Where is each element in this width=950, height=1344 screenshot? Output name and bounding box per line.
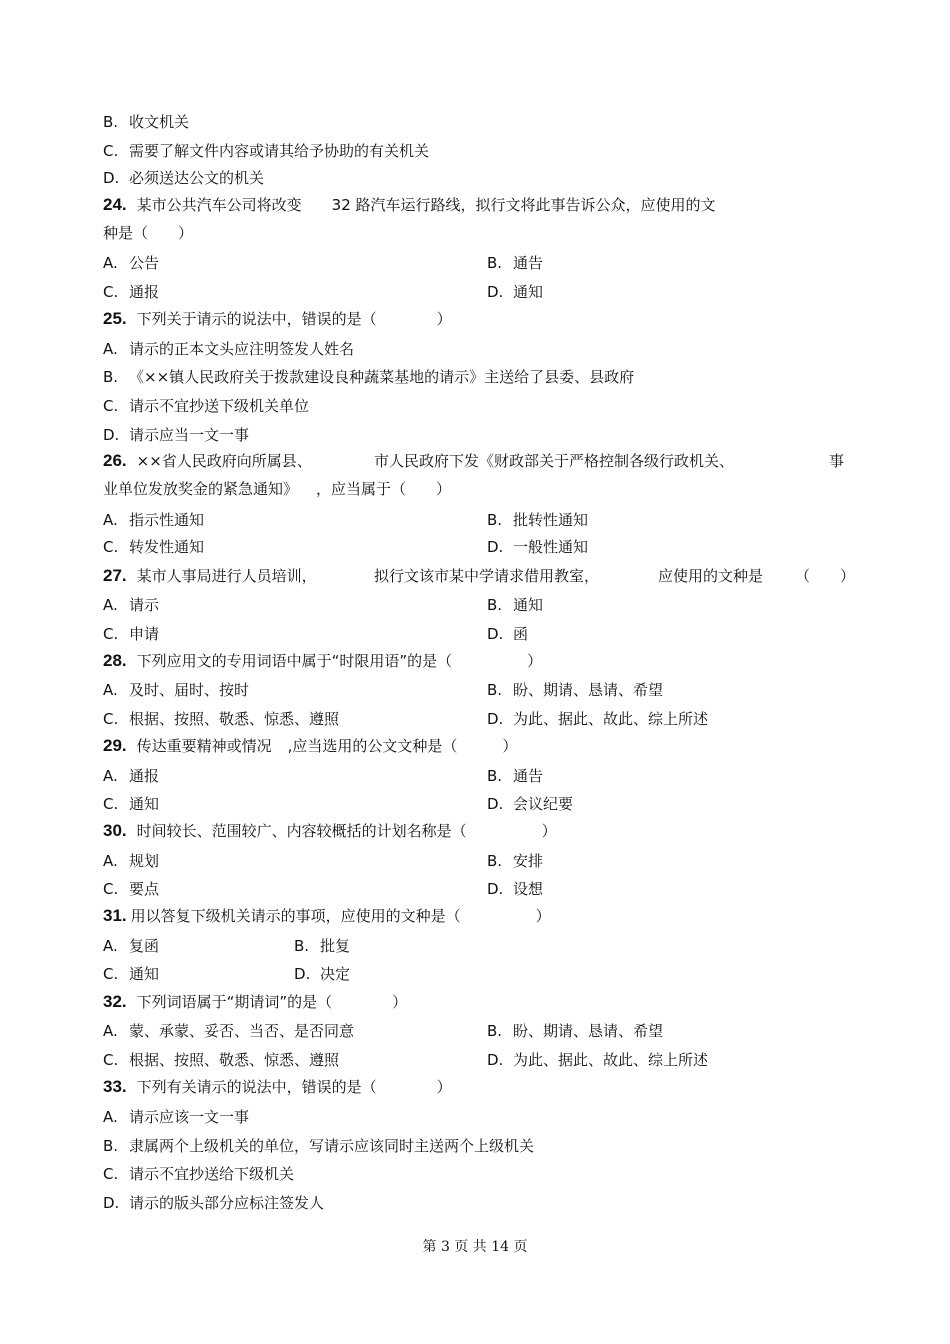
option-label: C. xyxy=(103,880,119,898)
option-text: 通知 xyxy=(129,795,160,813)
option-line xyxy=(103,112,189,132)
stem-text: 某市公共汽车公司将改变 xyxy=(136,196,302,214)
option-line xyxy=(103,396,309,416)
option-label: C. xyxy=(103,538,119,556)
stem-text: ××省人民政府向所属县、 xyxy=(136,452,312,470)
option-text: 通知 xyxy=(129,965,160,983)
option-text: 会议纪要 xyxy=(513,795,574,813)
option-label: C. xyxy=(103,1165,119,1183)
option-line xyxy=(294,964,350,984)
stem-text: 用以答复下级机关请示的事项，应使用的文种是（ ） xyxy=(130,907,551,925)
option-label: A. xyxy=(103,340,118,358)
stem-text: 下列关于请示的说法中，错误的是（ ） xyxy=(136,310,452,328)
question-26-stem-segment: 市人民政府下发《财政部关于严格控制各级行政机关、 xyxy=(374,452,735,470)
option-line xyxy=(103,624,159,644)
option-text: 为此、据此、故此、综上所述 xyxy=(513,1051,709,1069)
option-line xyxy=(487,680,663,700)
option-label: D. xyxy=(487,283,504,301)
option-line xyxy=(487,851,543,871)
option-line xyxy=(487,1021,663,1041)
option-text: 通报 xyxy=(129,283,160,301)
option-text: 通告 xyxy=(513,767,544,785)
option-text: 申请 xyxy=(129,625,160,643)
option-line xyxy=(487,595,543,615)
option-label: C. xyxy=(103,795,119,813)
question-number: 33. xyxy=(103,1077,127,1096)
question-27-stem xyxy=(103,566,317,586)
option-line xyxy=(103,680,249,700)
option-line xyxy=(103,766,159,786)
option-text: 转发性通知 xyxy=(129,538,205,556)
question-31-stem xyxy=(103,906,551,926)
option-line xyxy=(103,282,159,302)
page-footer: 第 3 页 共 14 页 xyxy=(422,1239,528,1255)
question-25-stem xyxy=(103,309,452,329)
option-text: 必须送达公文的机关 xyxy=(129,169,265,187)
question-number: 24. xyxy=(103,195,127,214)
option-text: 请示的正本文头应注明签发人姓名 xyxy=(129,340,355,358)
option-text: 要点 xyxy=(129,880,160,898)
question-27-stem-segment: （ ） xyxy=(795,567,856,585)
option-line xyxy=(103,1107,249,1127)
option-label: D. xyxy=(103,1194,120,1212)
option-label: B. xyxy=(487,254,503,272)
option-label: A. xyxy=(103,852,118,870)
option-line xyxy=(103,595,159,615)
option-label: B. xyxy=(487,511,503,529)
option-line xyxy=(103,367,634,387)
option-line xyxy=(487,766,543,786)
option-text: 及时、届时、按时 xyxy=(129,681,250,699)
option-label: C. xyxy=(103,283,119,301)
question-number: 32. xyxy=(103,992,127,1011)
option-text: 隶属两个上级机关的单位，写请示应该同时主送两个上级机关 xyxy=(129,1137,535,1155)
option-text: 请示不宜抄送下级机关单位 xyxy=(129,397,310,415)
question-30-stem xyxy=(103,821,557,841)
question-number: 28. xyxy=(103,651,127,670)
option-text: 安排 xyxy=(513,852,544,870)
question-33-stem xyxy=(103,1077,452,1097)
stem-text: 某市人事局进行人员培训， xyxy=(136,567,317,585)
option-line xyxy=(487,510,588,530)
option-line xyxy=(103,1050,339,1070)
option-text: 复函 xyxy=(129,937,160,955)
option-text: 盼、期请、恳请、希望 xyxy=(513,681,664,699)
option-text: 公告 xyxy=(129,254,160,272)
option-line xyxy=(487,1050,708,1070)
option-text: 收文机关 xyxy=(129,113,190,131)
option-line xyxy=(487,794,573,814)
option-label: B. xyxy=(103,368,119,386)
option-line xyxy=(103,1021,354,1041)
option-text: 函 xyxy=(513,625,529,643)
question-24-stem-continued: 种是（ ） xyxy=(103,224,194,242)
option-line xyxy=(487,537,588,557)
option-label: C. xyxy=(103,1051,119,1069)
option-text: 《××镇人民政府关于拨款建设良种蔬菜基地的请示》主送给了县委、县政府 xyxy=(129,368,635,386)
option-label: C. xyxy=(103,142,119,160)
option-text: 设想 xyxy=(513,880,544,898)
option-line xyxy=(103,936,159,956)
option-line xyxy=(103,964,159,984)
option-line xyxy=(103,425,249,445)
option-label: B. xyxy=(487,767,503,785)
question-number: 30. xyxy=(103,821,127,840)
option-label: B. xyxy=(487,852,503,870)
option-label: D. xyxy=(103,426,120,444)
option-line xyxy=(103,794,159,814)
stem-text: 下列词语属于“期请词”的是（ ） xyxy=(136,993,408,1011)
question-32-stem xyxy=(103,992,407,1012)
option-line xyxy=(487,282,543,302)
option-label: A. xyxy=(103,1108,118,1126)
option-line xyxy=(103,709,339,729)
option-label: B. xyxy=(487,681,503,699)
question-28-stem xyxy=(103,651,542,671)
question-number: 26. xyxy=(103,451,127,470)
option-text: 蒙、承蒙、妥否、当否、是否同意 xyxy=(129,1022,355,1040)
option-label: B. xyxy=(487,1022,503,1040)
stem-text: ,应当选用的公文文种是（ ） xyxy=(287,737,518,755)
option-text: 规划 xyxy=(129,852,160,870)
question-number: 31. xyxy=(103,906,127,925)
option-line xyxy=(103,537,204,557)
option-text: 通报 xyxy=(129,767,160,785)
question-26-stem-segment: 事 xyxy=(829,452,845,470)
option-text: 通告 xyxy=(513,254,544,272)
question-27-stem-segment: 应使用的文种是 xyxy=(658,567,764,585)
option-label: D. xyxy=(487,880,504,898)
stem-text: 32 路汽车运行路线，拟行文将此事告诉公众，应使用的文 xyxy=(331,196,716,214)
question-29-stem xyxy=(103,736,517,756)
option-label: C. xyxy=(103,625,119,643)
stem-text: 时间较长、范围较广、内容较概括的计划名称是（ ） xyxy=(136,822,557,840)
option-label: B. xyxy=(294,937,310,955)
option-text: 请示 xyxy=(129,596,160,614)
option-text: 根据、按照、敬悉、惊悉、遵照 xyxy=(129,1051,340,1069)
stem-text: 传达重要精神或情况 xyxy=(136,737,272,755)
option-line xyxy=(103,879,159,899)
option-line xyxy=(487,253,543,273)
option-label: B. xyxy=(487,596,503,614)
option-label: D. xyxy=(103,169,120,187)
question-26-stem-continued xyxy=(103,479,451,499)
option-label: C. xyxy=(103,710,119,728)
option-line xyxy=(103,168,264,188)
option-label: D. xyxy=(294,965,311,983)
option-text: 一般性通知 xyxy=(513,538,589,556)
stem-text: 业单位发放奖金的紧急通知》 xyxy=(103,480,299,498)
question-26-stem xyxy=(103,451,312,471)
option-label: D. xyxy=(487,1051,504,1069)
stem-text: 下列有关请示的说法中，错误的是（ ） xyxy=(136,1078,452,1096)
option-line xyxy=(487,879,543,899)
option-label: B. xyxy=(103,113,119,131)
option-text: 请示应该一文一事 xyxy=(129,1108,250,1126)
option-line xyxy=(294,936,350,956)
option-line xyxy=(103,253,159,273)
option-label: A. xyxy=(103,254,118,272)
option-label: D. xyxy=(487,710,504,728)
stem-text: 下列应用文的专用词语中属于“时限用语”的是（ ） xyxy=(136,652,543,670)
option-label: A. xyxy=(103,767,118,785)
option-line xyxy=(103,1193,324,1213)
option-text: 请示的版头部分应标注签发人 xyxy=(129,1194,325,1212)
question-24-stem xyxy=(103,195,716,215)
question-number: 29. xyxy=(103,736,127,755)
option-text: 盼、期请、恳请、希望 xyxy=(513,1022,664,1040)
option-text: 通知 xyxy=(513,283,544,301)
option-line xyxy=(103,141,429,161)
option-line xyxy=(103,851,159,871)
option-line xyxy=(103,510,204,530)
option-text: 需要了解文件内容或请其给予协助的有关机关 xyxy=(129,142,430,160)
option-text: 请示不宜抄送给下级机关 xyxy=(129,1165,295,1183)
option-line xyxy=(103,1136,534,1156)
option-label: D. xyxy=(487,795,504,813)
question-27-stem-segment: 拟行文该市某中学请求借用教室， xyxy=(374,567,600,585)
option-text: 根据、按照、敬悉、惊悉、遵照 xyxy=(129,710,340,728)
option-text: 批复 xyxy=(320,937,351,955)
option-label: A. xyxy=(103,596,118,614)
option-line xyxy=(103,1164,294,1184)
option-label: A. xyxy=(103,511,118,529)
option-label: C. xyxy=(103,397,119,415)
option-line xyxy=(487,624,528,644)
question-number: 25. xyxy=(103,309,127,328)
option-label: D. xyxy=(487,625,504,643)
stem-text: ，应当属于（ ） xyxy=(316,480,452,498)
option-line xyxy=(487,709,708,729)
option-label: B. xyxy=(103,1137,119,1155)
option-text: 决定 xyxy=(320,965,351,983)
option-text: 批转性通知 xyxy=(513,511,589,529)
option-text: 通知 xyxy=(513,596,544,614)
option-line xyxy=(103,339,354,359)
option-text: 指示性通知 xyxy=(129,511,205,529)
option-label: A. xyxy=(103,681,118,699)
option-label: D. xyxy=(487,538,504,556)
option-text: 请示应当一文一事 xyxy=(129,426,250,444)
option-label: A. xyxy=(103,1022,118,1040)
option-text: 为此、据此、故此、综上所述 xyxy=(513,710,709,728)
option-label: C. xyxy=(103,965,119,983)
option-label: A. xyxy=(103,937,118,955)
question-number: 27. xyxy=(103,566,127,585)
